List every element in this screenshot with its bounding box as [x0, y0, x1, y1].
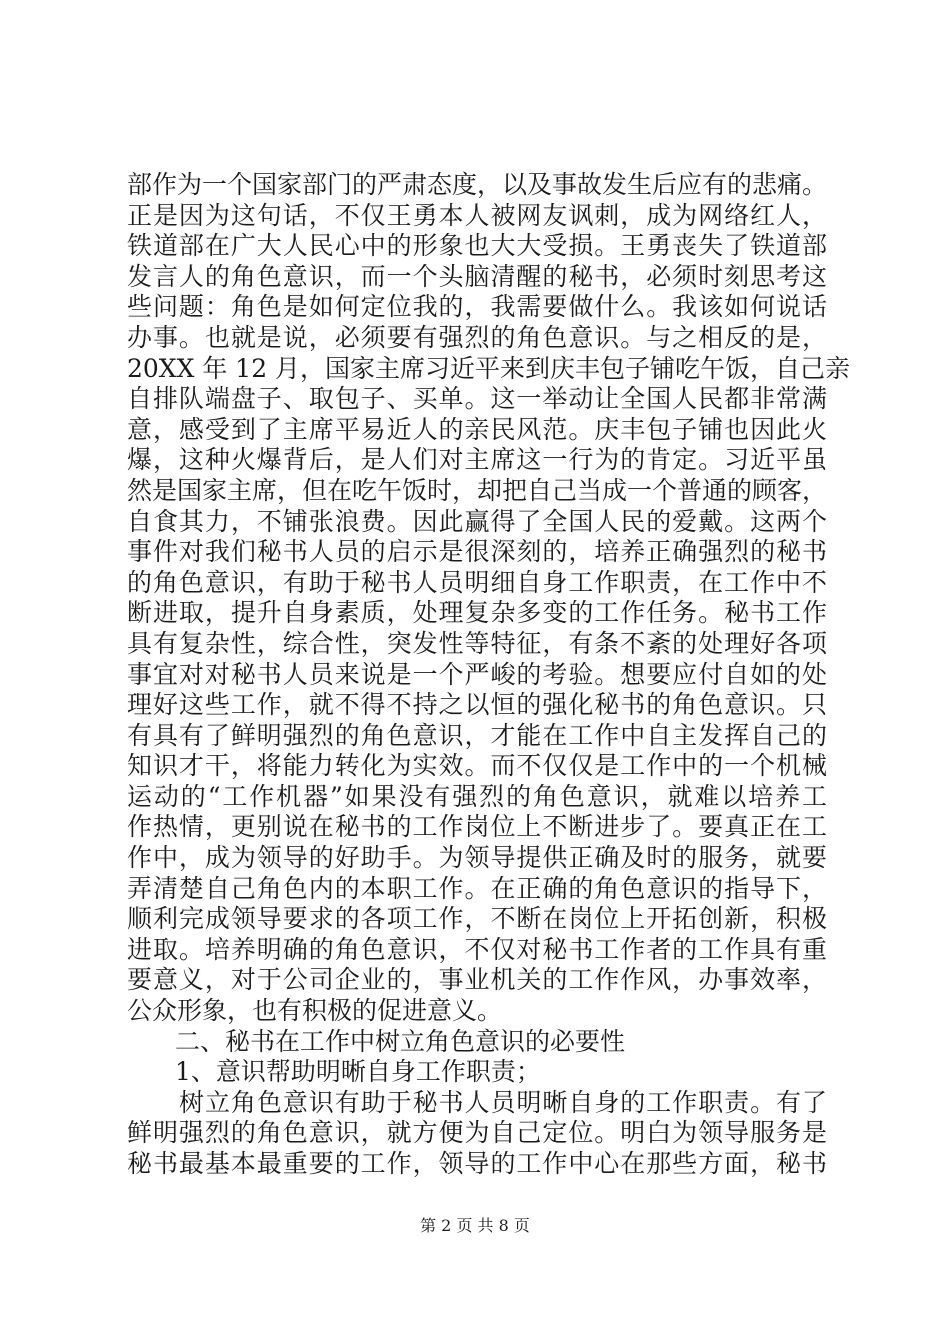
text-line: 铁道部在广大人民心中的形象也大大受损。王勇丧失了铁道部: [127, 231, 827, 261]
text-line: 秘书最基本最重要的工作，领导的工作中心在那些方面，秘书: [127, 1149, 827, 1178]
text-line: 要意义，对于公司企业的，事业机关的工作作风，办事效率，: [127, 965, 827, 995]
text-line: 正是因为这句话，不仅王勇本人被网友讽刺，成为网络红人，: [127, 200, 827, 230]
section-heading: 二、秘书在工作中树立角色意识的必要性: [175, 1026, 626, 1056]
text-line: 有具有了鲜明强烈的角色意识，才能在工作中自主发挥自己的: [127, 720, 827, 750]
paragraph-2: [127, 1088, 827, 1180]
text-line: 的角色意识，有助于秘书人员明细自身工作职责，在工作中不: [127, 567, 827, 597]
text-line: 作热情，更别说在秘书的工作岗位上不断进步了。要真正在工: [127, 812, 827, 842]
page-footer: [0, 1213, 950, 1236]
text-line: 弄清楚自己角色内的本职工作。在正确的角色意识的指导下，: [127, 873, 827, 903]
text-line: 自食其力，不铺张浪费。因此赢得了全国人民的爱戴。这两个: [127, 506, 827, 536]
text-line: 进取。培养明确的角色意识，不仅对秘书工作者的工作具有重: [127, 934, 827, 964]
text-line: 办事。也就是说，必须要有强烈的角色意识。与之相反的是，: [127, 322, 827, 352]
text-line: 事件对我们秘书人员的启示是很深刻的，培养正确强烈的秘书: [127, 537, 827, 567]
text-line: 20XX 年 12 月，国家主席习近平来到庆丰包子铺吃午饭，自己亲: [127, 353, 851, 383]
text-line: 运动的“工作机器”如果没有强烈的角色意识，就难以培养工: [127, 781, 827, 811]
text-line: 断进取，提升自身素质，处理复杂多变的工作任务。秘书工作: [127, 598, 827, 628]
text-line: 发言人的角色意识，而一个头脑清醒的秘书，必须时刻思考这: [127, 261, 827, 291]
subsection-heading: 1、意识帮助明晰自身工作职责；: [175, 1057, 541, 1087]
text-line: 部作为一个国家部门的严肃态度，以及事故发生后应有的悲痛。: [127, 170, 828, 199]
text-line: 理好这些工作，就不得不持之以恒的强化秘书的角色意识。只: [127, 690, 827, 720]
text-line: 然是国家主席，但在吃午饭时，却把自己当成一个普通的顾客，: [127, 475, 828, 505]
paragraph-1: [127, 170, 851, 1027]
text-line: 鲜明强烈的角色意识，就方便为自己定位。明白为领导服务是: [127, 1118, 827, 1148]
text-line: 爆，这种火爆背后，是人们对主席这一行为的肯定。习近平虽: [127, 445, 827, 475]
text-line: 事宜对对秘书人员来说是一个严峻的考验。想要应付自如的处: [127, 659, 827, 689]
text-line: 知识才干，将能力转化为实效。而不仅仅是工作中的一个机械: [127, 751, 827, 781]
text-line: 公众形象，也有积极的促进意义。: [127, 996, 503, 1026]
text-line: 自排队端盘子、取包子、买单。这一举动让全国人民都非常满: [127, 384, 827, 414]
text-line: 意，感受到了主席平易近人的亲民风范。庆丰包子铺也因此火: [127, 414, 827, 444]
text-line: 作中，成为领导的好助手。为领导提供正确及时的服务，就要: [127, 843, 827, 873]
text-line: 顺利完成领导要求的各项工作，不断在岗位上开拓创新，积极: [127, 904, 827, 934]
page-number: 第 2 页 共 8 页: [420, 1216, 530, 1235]
text-line: 具有复杂性，综合性，突发性等特征，有条不紊的处理好各项: [127, 628, 827, 658]
text-line: 树立角色意识有助于秘书人员明晰自身的工作职责。有了: [179, 1087, 827, 1117]
document-body: [127, 170, 851, 1180]
text-line: 些问题：角色是如何定位我的，我需要做什么。我该如何说话: [127, 292, 827, 322]
